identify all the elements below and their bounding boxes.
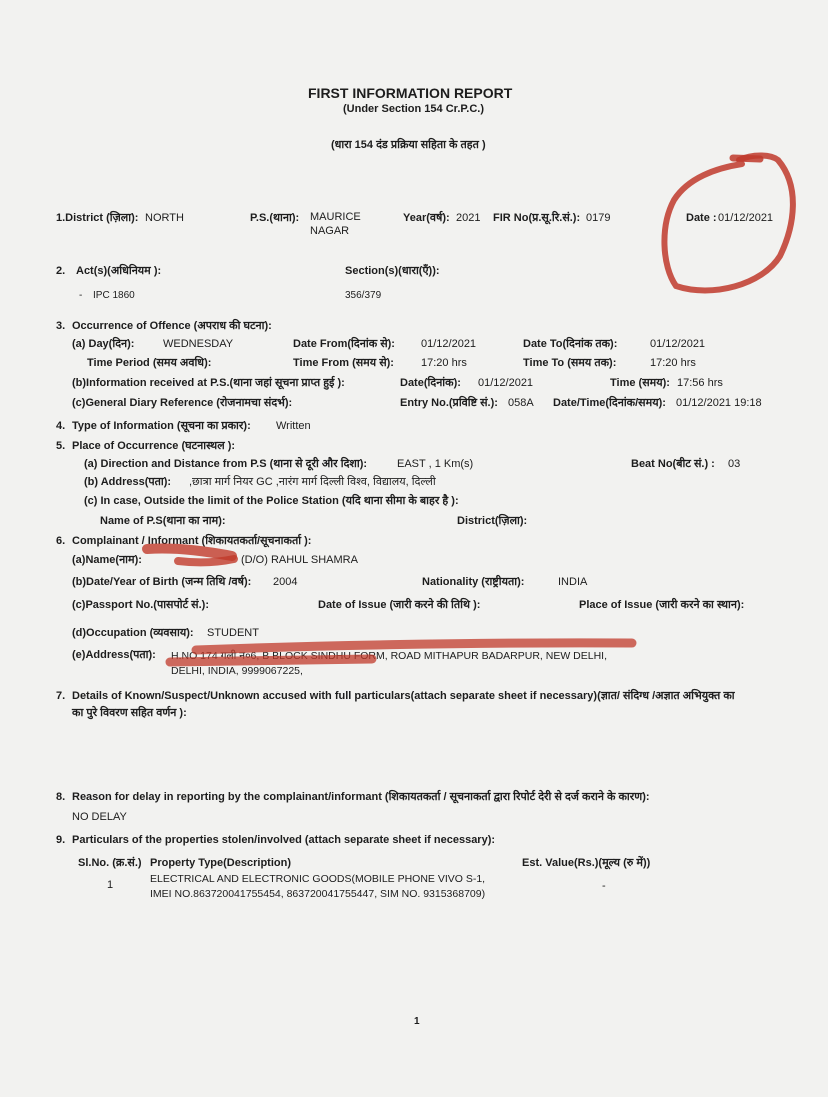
col-type-header: Property Type(Description) [150, 857, 291, 869]
col-sl-header: Sl.No. (क्र.सं.) [78, 857, 142, 869]
ps-label: P.S.(थाना): [250, 212, 300, 224]
complainant-address-line1: H.NO 174 गली न०6, B BLOCK SINDHU FORM, ROAD MITHAPUR BADARPUR, NEW DELHI, [171, 650, 608, 662]
nationality-label: Nationality (राष्ट्रीयता): [422, 576, 525, 588]
gd-reference-label: (c)General Diary Reference (रोजनामचा संदर्भ): [72, 397, 293, 409]
complainant-address-line2: DELHI, INDIA, 9999067225, [171, 665, 303, 677]
ps-value-line1: MAURICE [310, 211, 361, 223]
date-from-value: 01/12/2021 [421, 338, 477, 350]
year-label: Year(वर्ष): [403, 212, 450, 224]
section-value: 356/379 [345, 290, 382, 301]
info-date-label: Date(दिनांक): [400, 377, 461, 389]
complainant-address-label: (e)Address(पता): [72, 649, 156, 661]
info-received-label: (b)Information received at P.S.(थाना जहां सूचना प्राप्त हुई ): [72, 377, 345, 389]
ps-value-line2: NAGAR [310, 225, 350, 237]
datetime-value: 01/12/2021 19:18 [676, 397, 762, 409]
occupation-label: (d)Occupation (व्यवसाय): [72, 627, 194, 639]
time-from-value: 17:20 hrs [421, 357, 467, 369]
date-circle-tick [733, 158, 760, 159]
date-value: 01/12/2021 [718, 212, 774, 224]
ps-name-label: Name of P.S(थाना का नाम): [100, 515, 226, 527]
property-row-value: - [602, 880, 606, 892]
time-from-label: Time From (समय से): [293, 357, 394, 369]
sections-label: Section(s)(धारा(एँ)): [345, 265, 440, 277]
place-address-label: (b) Address(पता): [84, 476, 172, 488]
place-title: Place of Occurrence (घटनास्थल ): [72, 440, 236, 452]
s9-num: 9. [56, 834, 66, 846]
outside-district-label: District(ज़िला): [457, 515, 528, 527]
day-label: (a) Day(दिन): [72, 338, 135, 350]
accused-details-line1: Details of Known/Suspect/Unknown accused with full particulars(attach separate sheet if necessary)(ज्ञात/ संदिग्ध /अज्ञात अभियुक्त का [72, 690, 735, 702]
act-value: IPC 1860 [93, 290, 135, 301]
address-redaction-mark-2 [170, 659, 372, 662]
delay-reason-label: Reason for delay in reporting by the complainant/informant (शिकायतकर्ता / सूचनाकर्ता द्वारा रिपोर्ट देरी से दर्ज कराने के कारण): [72, 791, 650, 803]
s4-num: 4. [56, 420, 66, 432]
occurrence-title: Occurrence of Offence (अपराध की घटना): [72, 320, 272, 332]
report-subtitle: (Under Section 154 Cr.P.C.) [343, 103, 485, 115]
property-row-desc-line1: ELECTRICAL AND ELECTRONIC GOODS(MOBILE PHONE VIVO S-1, [150, 873, 486, 885]
district-label: 1.District (ज़िला): [56, 212, 139, 224]
date-circle-mark [664, 156, 792, 291]
passport-label: (c)Passport No.(पासपोर्ट सं.): [72, 599, 210, 611]
date-label: Date : [686, 212, 717, 224]
name-redaction-mark [147, 549, 232, 556]
date-to-label: Date To(दिनांक तक): [523, 338, 618, 350]
info-time-value: 17:56 hrs [677, 377, 723, 389]
issue-place-label: Place of Issue (जारी करने का स्थान): [579, 599, 745, 611]
time-to-value: 17:20 hrs [650, 357, 696, 369]
info-date-value: 01/12/2021 [478, 377, 534, 389]
date-to-value: 01/12/2021 [650, 338, 706, 350]
year-value: 2021 [456, 212, 481, 224]
fir-value: 0179 [586, 212, 611, 224]
s5-num: 5. [56, 440, 66, 452]
s7-num: 7. [56, 690, 66, 702]
accused-details-line2: का पुरे विवरण सहित वर्णन ): [72, 707, 187, 719]
dob-value: 2004 [273, 576, 298, 588]
name-label: (a)Name(नाम): [72, 554, 142, 566]
fir-label: FIR No(प्र.सू.रि.सं.): [493, 212, 581, 224]
occupation-value: STUDENT [207, 627, 259, 639]
issue-date-label: Date of Issue (जारी करने की तिथि ): [318, 599, 481, 611]
name-value: (D/O) RAHUL SHAMRA [241, 554, 358, 566]
act-label: Act(s)(अधिनियम ): [76, 265, 162, 277]
time-to-label: Time To (समय तक): [523, 357, 617, 369]
place-address-value: ,छात्रा मार्ग नियर GC ,नारंग मार्ग दिल्ली विश्व, विद्यालय, दिल्ली [189, 476, 436, 488]
date-from-label: Date From(दिनांक से): [293, 338, 395, 350]
report-hindi-subtitle: (धारा 154 दंड प्रक्रिया सहिता के तहत ) [331, 139, 486, 151]
nationality-value: INDIA [558, 576, 588, 588]
name-redaction-mark-2 [178, 559, 234, 562]
entry-no-value: 058A [508, 397, 534, 409]
district-value: NORTH [145, 212, 184, 224]
address-redaction-mark [196, 643, 632, 650]
s6-num: 6. [56, 535, 66, 547]
dob-label: (b)Date/Year of Birth (जन्म तिथि /वर्ष): [72, 576, 252, 588]
delay-reason-value: NO DELAY [72, 811, 127, 823]
datetime-label: Date/Time(दिनांक/समय): [553, 397, 666, 409]
outside-limit-label: (c) In case, Outside the limit of the Police Station (यदि थाना सीमा के बाहर है ): [84, 495, 459, 507]
property-row-sl: 1 [107, 879, 114, 891]
s2-num: 2. [56, 265, 66, 277]
direction-label: (a) Direction and Distance from P.S (थाना से दूरी और दिशा): [84, 458, 368, 470]
property-row-desc-line2: IMEI NO.863720041755454, 863720041755447, SIM NO. 9315368709) [150, 888, 486, 900]
direction-value: EAST , 1 Km(s) [397, 458, 474, 470]
properties-label: Particulars of the properties stolen/involved (attach separate sheet if necessary): [72, 834, 496, 846]
beat-value: 03 [728, 458, 741, 470]
info-time-label: Time (समय): [610, 377, 670, 389]
report-title: FIRST INFORMATION REPORT [308, 85, 513, 101]
info-type-label: Type of Information (सूचना का प्रकार): [72, 420, 251, 432]
beat-label: Beat No(बीट सं.) : [631, 458, 715, 470]
complainant-title: Complainant / Informant (शिकायतकर्ता/सूचनाकर्ता ): [72, 535, 312, 547]
s3-num: 3. [56, 320, 66, 332]
col-value-header: Est. Value(Rs.)(मूल्य (रु में)) [522, 857, 651, 869]
entry-no-label: Entry No.(प्रविष्टि सं.): [400, 397, 498, 409]
day-value: WEDNESDAY [163, 338, 234, 350]
info-type-value: Written [276, 420, 311, 432]
s8-num: 8. [56, 791, 66, 803]
time-period-label: Time Period (समय अवधि): [87, 357, 212, 369]
page-number: 1 [414, 1016, 420, 1027]
act-dash: - [79, 290, 83, 301]
